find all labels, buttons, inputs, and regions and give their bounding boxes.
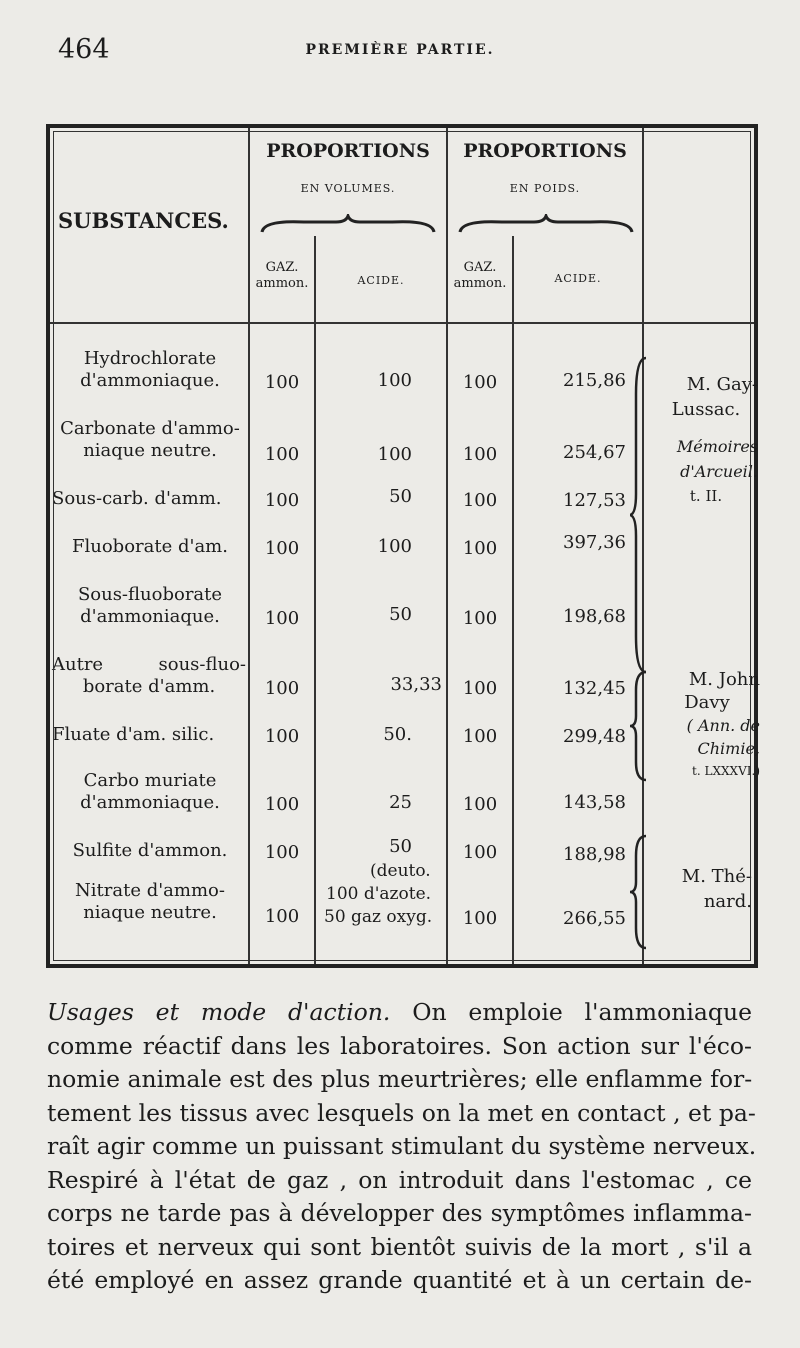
row-substance: Hydrochlorate d'ammoniaque. — [80, 348, 220, 391]
row-acide-poids: 397,36 — [563, 532, 626, 553]
row-gaz-poids: 100 — [462, 608, 498, 629]
header-substances: SUBSTANCES. — [58, 208, 229, 233]
row-acide-vol: 100 — [377, 536, 412, 557]
row-acide-vol: 100 — [377, 370, 412, 391]
row-gaz-vol: 100 — [264, 490, 300, 511]
row-gaz-poids: 100 — [462, 908, 498, 929]
header-acide-poids: ACIDE. — [554, 272, 602, 285]
authority-thenard: M. Thé- nard. — [681, 866, 752, 912]
row-acide-vol: 50 — [389, 836, 412, 857]
body-line: Usages et mode d'action. On emploie l'ammoniaque — [47, 998, 752, 1026]
row-gaz-vol: 100 — [264, 906, 300, 927]
row-acide-vol: 50. — [383, 724, 412, 745]
header-gaz-label: GAZ. — [463, 260, 497, 275]
header-brace-icon — [458, 214, 634, 236]
row-gaz-poids: 100 — [462, 444, 498, 465]
authority-gay-lussac: M. Gay- Lussac. Mémoires d'Arcueil. t. II. — [671, 374, 758, 505]
row-gaz-poids: 100 — [462, 490, 498, 511]
row-gaz-vol: 100 — [264, 726, 300, 747]
header-gaz-poids — [448, 260, 512, 292]
header-rule — [50, 322, 754, 324]
row-gaz-poids: 100 — [462, 842, 498, 863]
row-gaz-vol: 100 — [264, 678, 300, 699]
row-acide-poids: 143,58 — [563, 792, 626, 813]
body-paragraph — [47, 996, 757, 1298]
row-acide-poids: 127,53 — [563, 490, 626, 511]
row-gaz-vol: 100 — [264, 842, 300, 863]
row-substance: Autre sous-fluo- borate d'amm. — [52, 654, 246, 697]
row-acide-vol: 25 — [389, 792, 412, 813]
header-poids-title: PROPORTIONS — [463, 140, 627, 162]
row-acide-vol: 50 — [389, 604, 412, 625]
body-line: comme réactif dans les laboratoires. Son action sur l'éco- — [47, 1031, 752, 1060]
row-gaz-poids: 100 — [462, 794, 498, 815]
body-line: nomie animale est des plus meurtrières; elle enflamme for- — [47, 1065, 753, 1093]
row-substance: Carbo muriate d'ammoniaque. — [80, 770, 220, 813]
row-acide-vol: 33,33 — [390, 674, 442, 695]
row-gaz-vol: 100 — [264, 444, 300, 465]
row-acide-poids: 132,45 — [563, 678, 626, 699]
running-head: PREMIÈRE PARTIE. — [305, 42, 495, 58]
header-ammon-label: ammon. — [453, 276, 507, 291]
row-acide-vol-detail: (deuto. 100 d'azote. 50 gaz oxyg. — [324, 861, 433, 927]
header-acide-volumes: ACIDE. — [357, 274, 405, 287]
page-number: 464 — [58, 34, 110, 65]
row-acide-poids: 266,55 — [563, 908, 626, 929]
row-gaz-vol: 100 — [264, 794, 300, 815]
row-acide-poids: 215,86 — [563, 370, 626, 391]
header-volumes-sub: EN VOLUMES. — [300, 182, 396, 195]
header-volumes-title: PROPORTIONS — [266, 140, 430, 162]
header-brace-icon — [260, 214, 436, 236]
header-gaz-label: GAZ. — [265, 260, 299, 275]
curly-brace-icon — [630, 832, 652, 952]
row-substance: Sous-carb. d'amm. — [52, 488, 222, 509]
row-acide-poids: 299,48 — [563, 726, 626, 747]
row-substance: Nitrate d'ammo- niaque neutre. — [75, 880, 225, 923]
body-line: Respiré à l'état de gaz , on introduit dans l'estomac , ce — [47, 1165, 752, 1194]
row-gaz-vol: 100 — [264, 372, 300, 393]
section-heading: Usages et mode d'action. — [47, 998, 391, 1026]
body-line: tement les tissus avec lesquels on la met en contact , et pa- — [47, 1098, 756, 1127]
row-substance: Carbonate d'ammo- niaque neutre. — [60, 418, 240, 461]
body-line: été employé en assez grande quantité et à un certain de- — [47, 1266, 752, 1294]
row-substance: Fluoborate d'am. — [72, 536, 228, 557]
row-substance: Fluate d'am. silic. — [52, 724, 215, 745]
row-acide-vol: 100 — [377, 444, 412, 465]
row-gaz-poids: 100 — [462, 372, 498, 393]
row-gaz-vol: 100 — [264, 608, 300, 629]
curly-brace-icon — [630, 668, 652, 784]
row-substance: Sous-fluoborate d'ammoniaque. — [77, 584, 223, 627]
row-acide-vol: 50 — [389, 486, 412, 507]
header-gaz-volumes — [250, 260, 314, 292]
proportions-table — [46, 124, 758, 968]
authority-john-davy: M. John Davy ( Ann. de Chimie, t. LXXXVI.) — [684, 669, 760, 778]
row-gaz-poids: 100 — [462, 726, 498, 747]
body-line: raît agir comme un puissant stimulant du système nerveux. — [47, 1132, 757, 1160]
body-line: toires et nerveux qui sont bientôt suivis de la mort , s'il a — [47, 1232, 752, 1261]
row-acide-poids: 254,67 — [563, 442, 626, 463]
body-line: corps ne tarde pas à développer des symptômes inflamma- — [47, 1199, 752, 1227]
curly-brace-icon — [630, 354, 652, 676]
row-gaz-poids: 100 — [462, 538, 498, 559]
row-acide-poids: 188,98 — [563, 844, 626, 865]
row-gaz-poids: 100 — [462, 678, 498, 699]
row-acide-poids: 198,68 — [563, 606, 626, 627]
row-gaz-vol: 100 — [264, 538, 300, 559]
header-ammon-label: ammon. — [255, 276, 309, 291]
row-substance: Sulfite d'ammon. — [72, 840, 228, 861]
header-poids-sub: EN POIDS. — [509, 182, 581, 195]
